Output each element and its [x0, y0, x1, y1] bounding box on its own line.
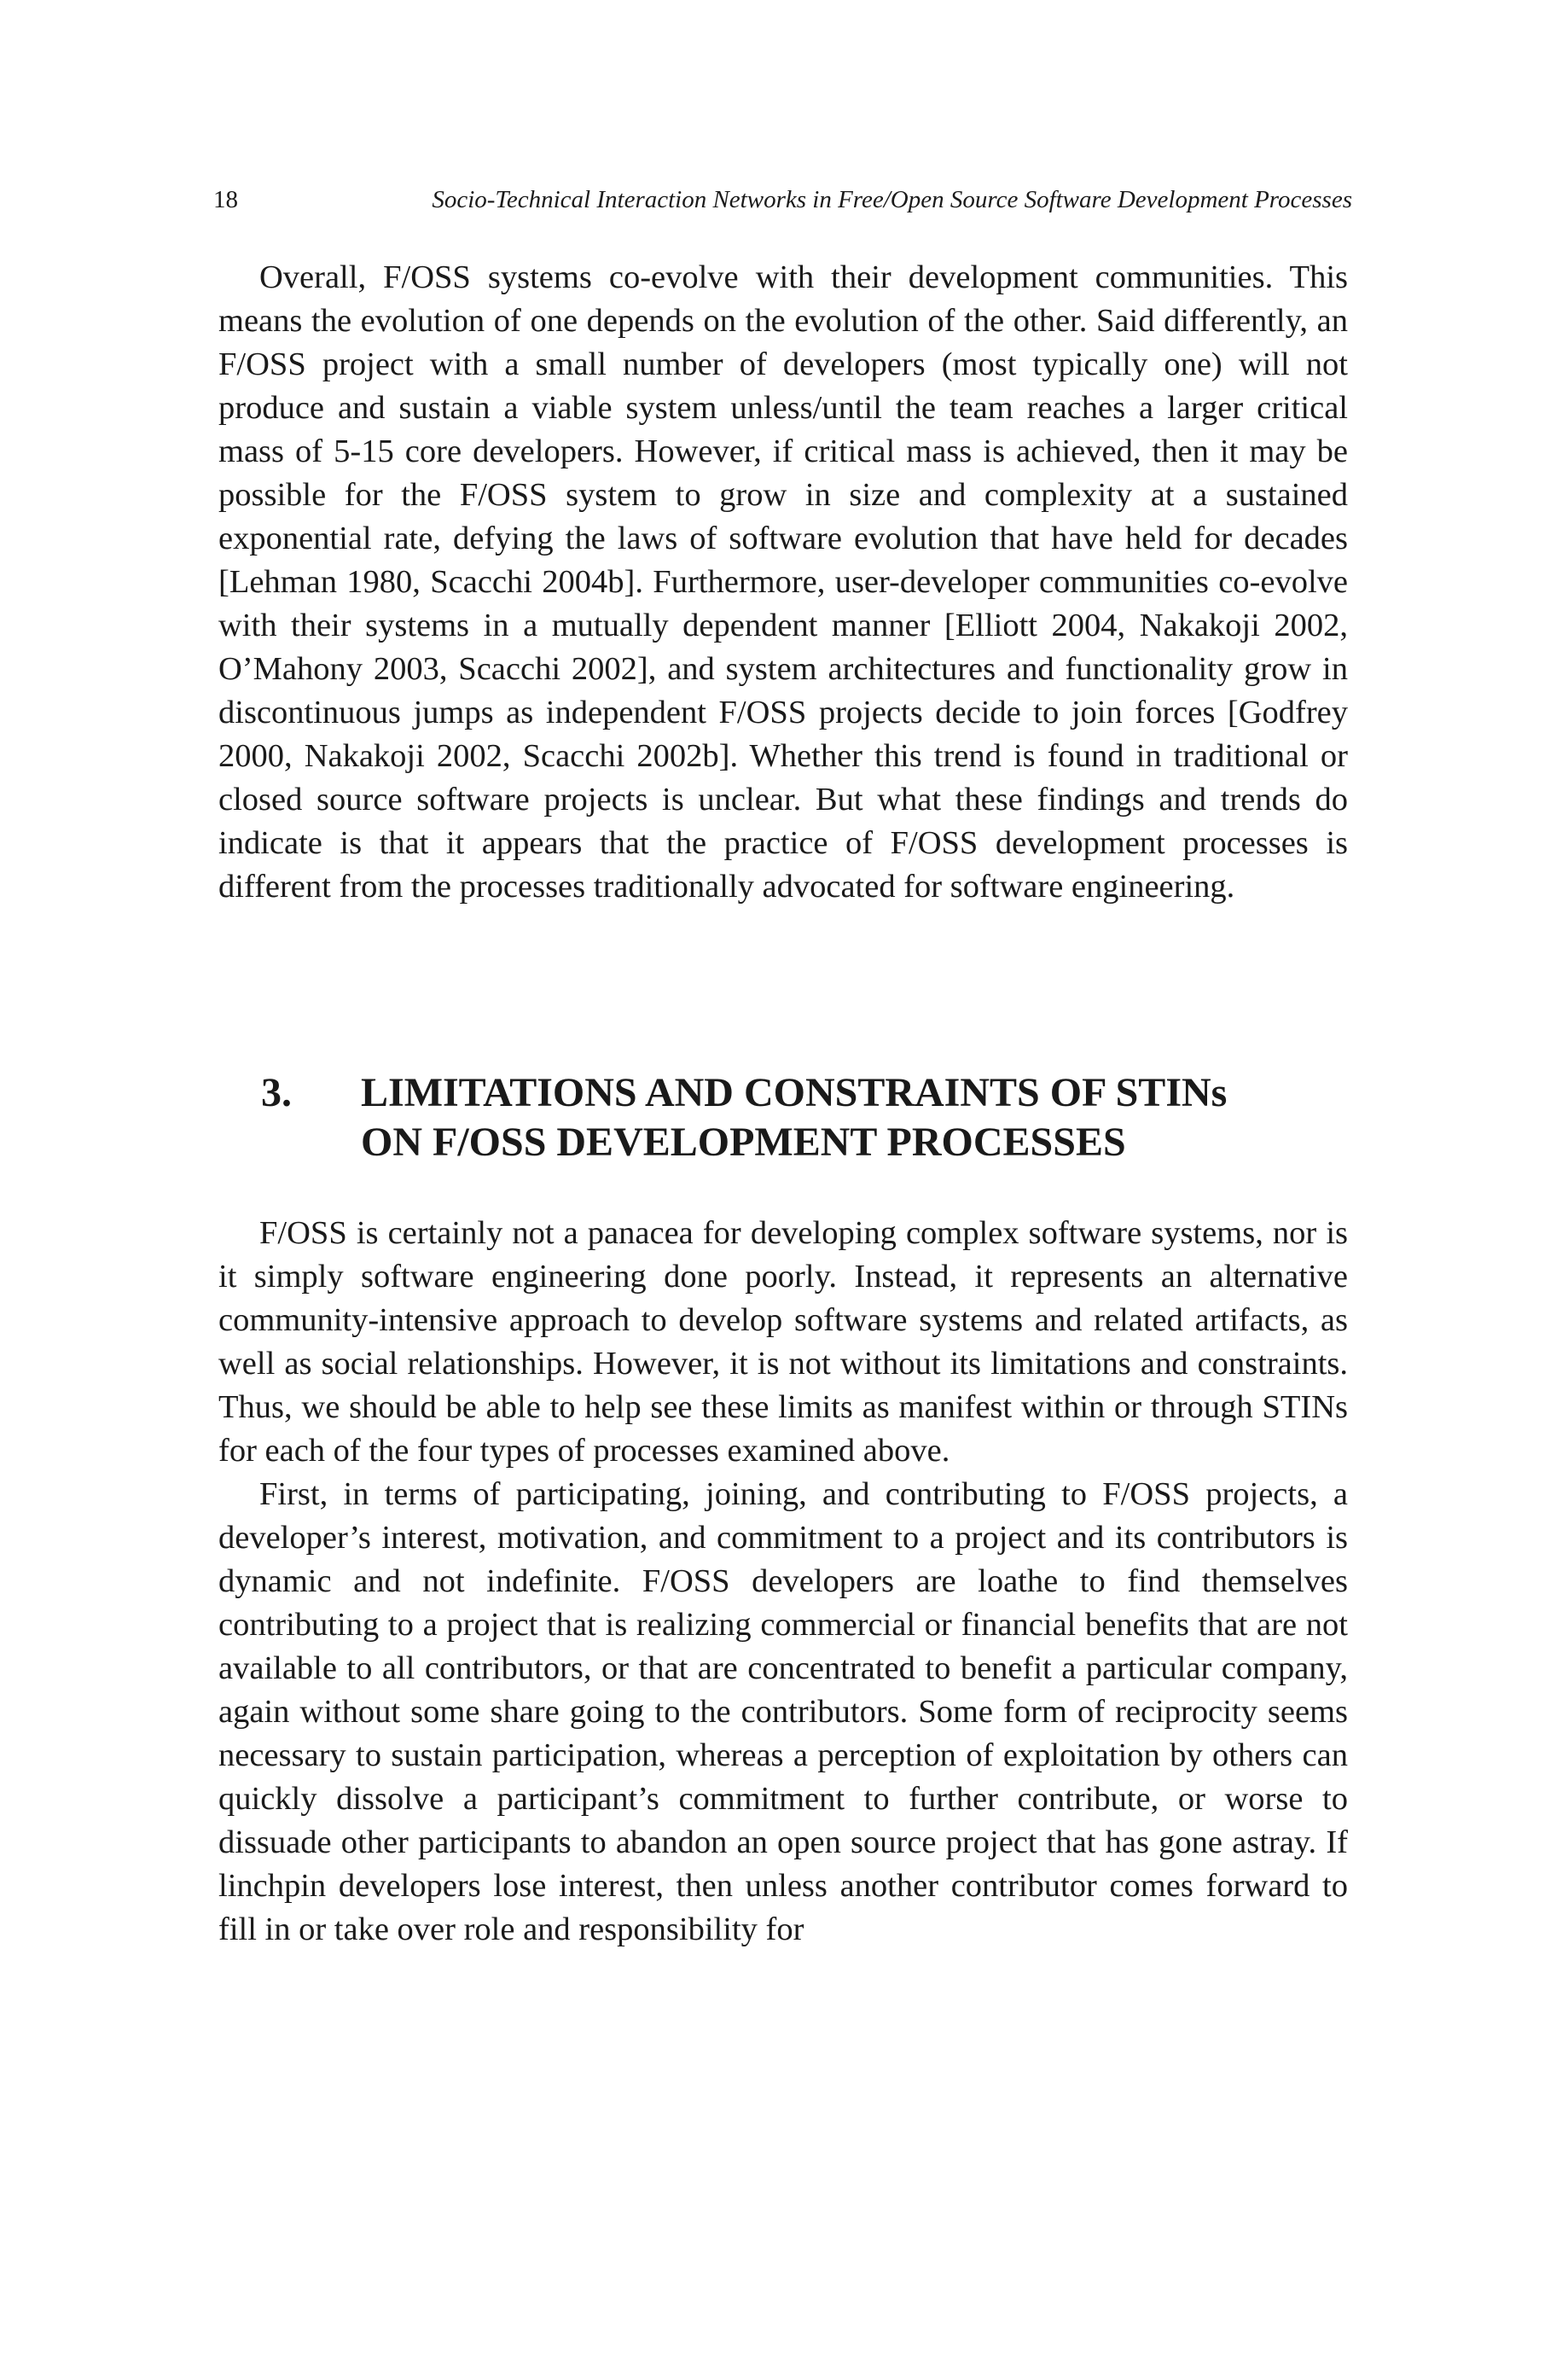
- page-number: 18: [213, 186, 238, 213]
- section-title-line-2: ON F/OSS DEVELOPMENT PROCESSES: [361, 1120, 1126, 1165]
- section-number: 3.: [261, 1070, 292, 1115]
- running-title: Socio-Technical Interaction Networks in Free/Open Source Software Development Processes: [432, 186, 1352, 213]
- section-title-line-1: LIMITATIONS AND CONSTRAINTS OF STINs: [361, 1070, 1228, 1115]
- paragraph: F/OSS is certainly not a panacea for developing complex software systems, nor is it simply software engineering done poorly. Instead, it represents an alternative community-intensive approach to develop software systems and related artifacts, as well as social relationships. However, it is not without its limitations and constraints. Thus, we should be able to help see these limits as manifest within or through STINs for each of the four types of processes examined above.: [218, 1215, 1348, 1469]
- paragraph: Overall, F/OSS systems co-evolve with their development communities. This means the evolution of one depends on the evolution of the other. Said differently, an F/OSS project with a small number of developers (most typically one) will not produce and sustain a viable system unless/until the team reaches a larger critical mass of 5-15 core developers. However, if critical mass is achieved, then it may be possible for the F/OSS system to grow in size and complexity at a sustained exponential rate, defying the laws of software evolution that have held for decades [Lehman 1980, Scacchi 2004b]. Furthermore, user-developer communities co-evolve with their systems in a mutually dependent manner [Elliott 2004, Nakakoji 2002, O’Mahony 2003, Scacchi 2002], and system architectures and functionality grow in discontinuous jumps as independent F/OSS projects decide to join forces [Godfrey 2000, Nakakoji 2002, Scacchi 2002b]. Whether this trend is found in traditional or closed source software projects is unclear. But what these findings and trends do indicate is that it appears that the practice of F/OSS development processes is different from the processes traditionally advocated for software engineering.: [218, 259, 1348, 905]
- section-title: [361, 1068, 1359, 1167]
- body-text-before-section: [218, 256, 1348, 909]
- paragraph: First, in terms of participating, joining, and contributing to F/OSS projects, a developer’s interest, motivation, and commitment to a project and its contributors is dynamic and not indefinite. F/OSS developers are loathe to find themselves contributing to a project that is realizing commercial or financial benefits that are not available to all contributors, or that are concentrated to benefit a particular company, again without some share going to the contributors. Some form of reciprocity seems necessary to sustain participation, whereas a perception of exploitation by others can quickly dissolve a participant’s commitment to further contribute, or worse to dissuade other participants to abandon an open source project that has gone astray. If linchpin developers lose interest, then unless another contributor comes forward to fill in or take over role and responsibility for: [218, 1476, 1348, 1947]
- running-header: [213, 181, 1352, 218]
- body-text-after-section: [218, 1212, 1348, 1952]
